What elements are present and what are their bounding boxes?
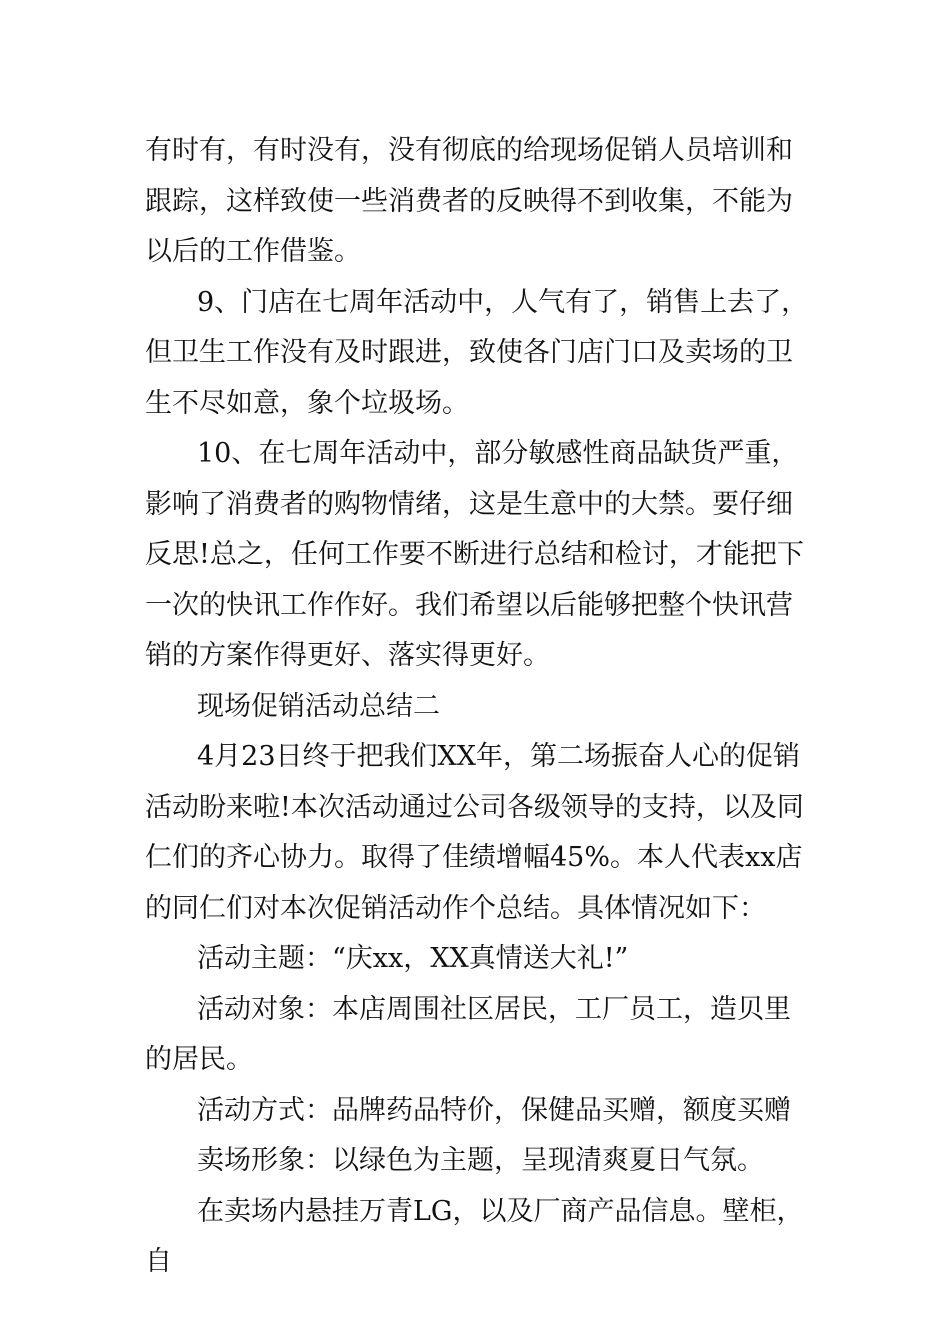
paragraph-3: 10、在七周年活动中，部分敏感性商品缺货严重，影响了消费者的购物情绪，这是生意中的大禁。要仔细反思!总之，任何工作要不断进行总结和检讨，才能把下一次的快讯工作作好。我们希望以后能够把整个快讯营销的方案作得更好、落实得更好。 [145, 438, 804, 671]
document-body [145, 126, 810, 1288]
paragraph-5: 4月23日终于把我们XX年，第二场振奋人心的促销活动盼来啦!本次活动通过公司各级领导的支持，以及同仁们的齐心协力。取得了佳绩增幅45%。本人代表xx店的同仁们对本次促销活动作个总结。具体情况如下： [145, 741, 804, 924]
paragraph-2: 9、门店在七周年活动中，人气有了，销售上去了，但卫生工作没有及时跟进，致使各门店门口及卖场的卫生不尽如意，象个垃圾场。 [145, 286, 809, 419]
store-image: 卖场形象：以绿色为主题，呈现清爽夏日气氛。 [197, 1145, 764, 1176]
activity-target: 活动对象：本店周围社区居民，工厂员工，造贝里的居民。 [145, 993, 791, 1075]
activity-theme: 活动主题：“庆xx，XX真情送大礼!” [197, 943, 629, 974]
activity-method: 活动方式：品牌药品特价，保健品买赠，额度买赠 [197, 1094, 791, 1126]
section-heading: 现场促销活动总结二 [197, 690, 440, 722]
paragraph-1: 有时有，有时没有，没有彻底的给现场促销人员培训和跟踪，这样致使一些消费者的反映得不到收集，不能为以后的工作借鉴。 [145, 135, 793, 267]
paragraph-10: 在卖场内悬挂万青LG，以及厂商产品信息。壁柜，自 [145, 1195, 804, 1277]
